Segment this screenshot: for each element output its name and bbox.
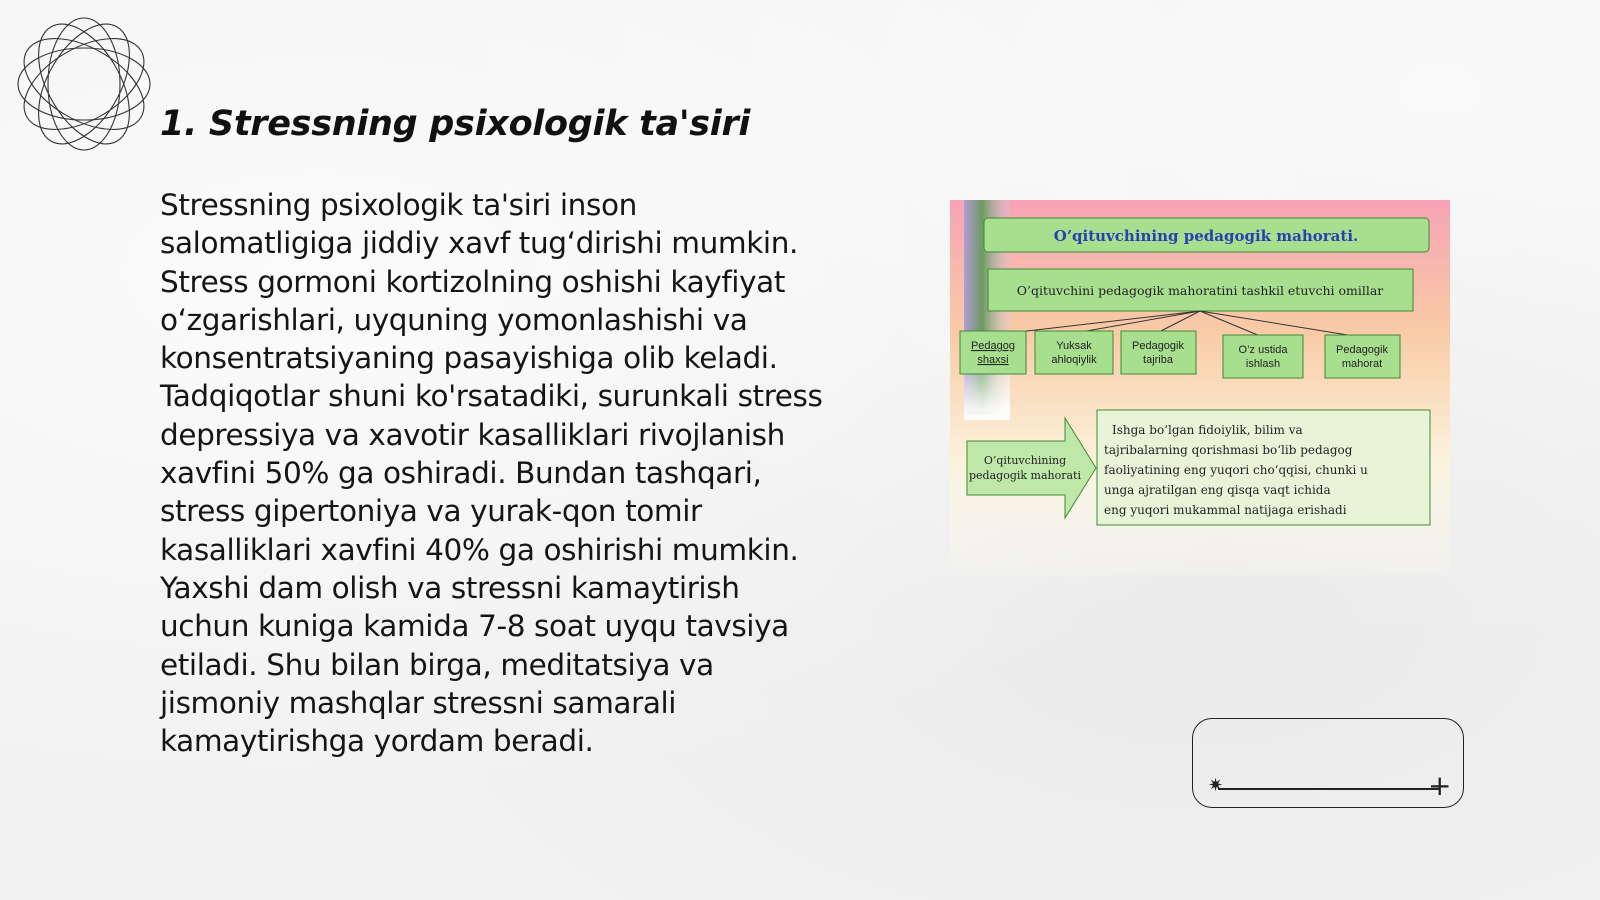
factor-2-line2: ahloqiylik bbox=[1051, 354, 1097, 366]
decorative-frame bbox=[1192, 718, 1464, 808]
definition-line-3: faoliyatining eng yuqori cho‘qqisi, chunki u bbox=[1104, 463, 1368, 477]
factor-box-1 bbox=[960, 331, 1026, 374]
pedagogical-skill-diagram bbox=[950, 200, 1450, 575]
definition-line-4: unga ajratilgan eng qisqa vaqt ichida bbox=[1104, 483, 1331, 497]
rosette-logo-icon bbox=[10, 10, 158, 158]
slide-title: 1. Stressning psixologik ta'siri bbox=[160, 104, 751, 144]
sparkle-icon: ✷ bbox=[1208, 775, 1224, 796]
arrow-text-line2: pedagogik mahorati bbox=[969, 469, 1081, 482]
slide-body-text: Stressning psixologik ta'siri inson salomatligiga jiddiy xavf tug‘dirishi mumkin. Stress gormoni kortizolning oshishi kayfiyat o‘zgarishlari, uyquning yomonlashishi va konsentratsiyaning pasayishiga olib keladi. Tadqiqotlar shuni ko'rsatadiki, surunkali stress depressiya va xavotir kasalliklari rivojlanish xavfini 50% ga oshiradi. Bundan tashqari, stress gipertoniya va yurak-qon tomir kasalliklari xavfini 40% ga oshirishi mumkin. Yaxshi dam olish va stressni kamaytirish uchun kuniga kamida 7-8 soat uyqu tavsiya etiladi. Shu bilan birga, meditatsiya va jismoniy mashqlar stressni samarali kamaytirishga yordam beradi. bbox=[160, 188, 823, 759]
definition-line-2: tajribalarning qorishmasi bo‘lib pedagog bbox=[1104, 443, 1353, 457]
factor-1-line1: Pedagog bbox=[970, 340, 1016, 352]
plus-icon: + bbox=[1428, 769, 1452, 802]
decorative-line bbox=[1218, 788, 1440, 790]
factor-box-2 bbox=[1035, 331, 1113, 374]
factor-4-line1: O’z ustida bbox=[1238, 344, 1288, 356]
factor-5-line2: mahorat bbox=[1341, 358, 1383, 370]
factor-4-line2: ishlash bbox=[1245, 358, 1281, 370]
factor-2-line1: Yuksak bbox=[1056, 340, 1092, 352]
arrow-text-line1: O’qituvchining bbox=[983, 454, 1067, 467]
diagram-subheader-text: O’qituvchini pedagogik mahoratini tashkil etuvchi omillar bbox=[1016, 283, 1384, 298]
factor-3-line1: Pedagogik bbox=[1132, 340, 1184, 352]
factor-box-4 bbox=[1223, 335, 1303, 378]
diagram-header-text: O’qituvchining pedagogik mahorati. bbox=[1053, 227, 1359, 245]
definition-box bbox=[1097, 410, 1430, 525]
definition-line-5: eng yuqori mukammal natijaga erishadi bbox=[1104, 503, 1347, 517]
factor-box-5 bbox=[1325, 335, 1400, 378]
factor-5-line1: Pedagogik bbox=[1336, 344, 1388, 356]
definition-line-1: Ishga bo‘lgan fidoiylik, bilim va bbox=[1112, 423, 1303, 437]
factor-1-line2: shaxsi bbox=[977, 354, 1009, 366]
factor-box-3 bbox=[1121, 331, 1196, 374]
factor-3-line2: tajriba bbox=[1143, 354, 1173, 366]
